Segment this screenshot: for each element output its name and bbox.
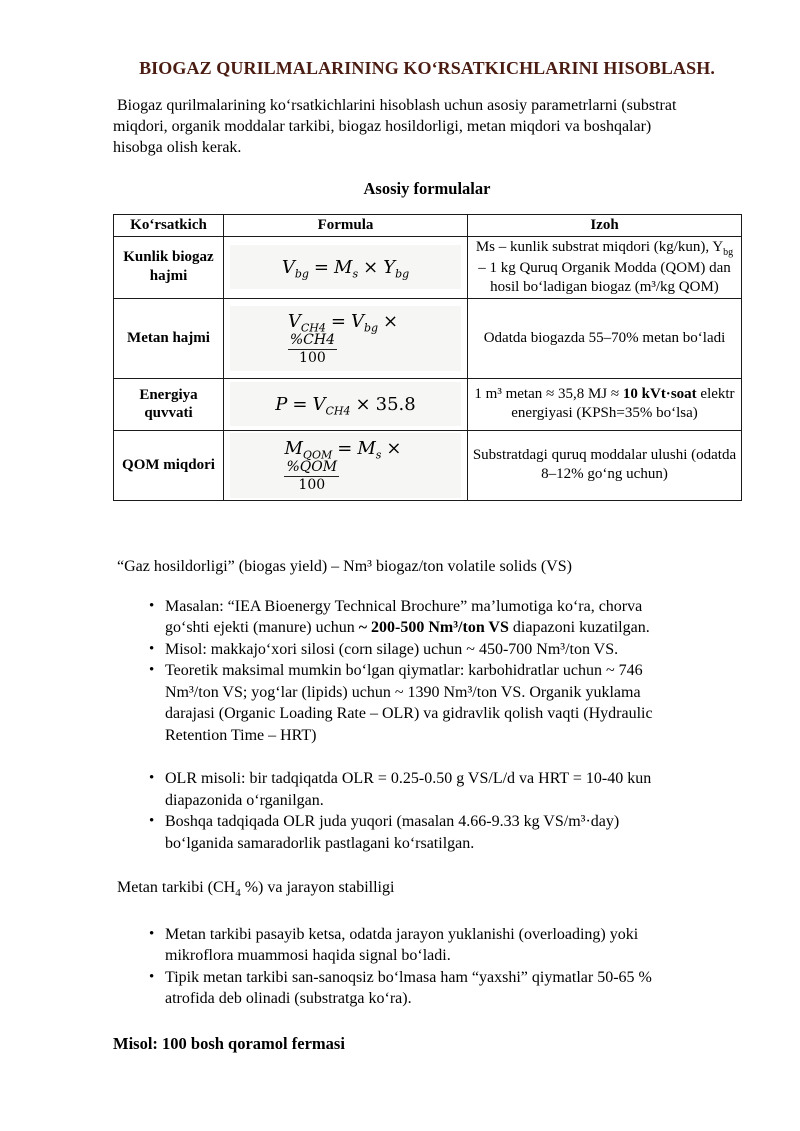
row-label: Metan hajmi (114, 298, 224, 378)
row-label: Kunlik biogaz hajmi (114, 236, 224, 298)
list-item: • Metan tarkibi pasayib ketsa, odatda jarayon yuklanishi (overloading) yoki mikroflora muammosi haqida signal bo‘ladi. (165, 924, 688, 967)
formula-daily-biogas: $V_{bg} = M_s \times Y_{bg}$ (281, 256, 410, 281)
formula-cell (224, 430, 468, 500)
table-row (114, 378, 742, 430)
olr-bullet-list (113, 768, 688, 854)
formula-cell (224, 378, 468, 430)
table-row (114, 236, 742, 298)
note-cell: Odatda biogazda 55–70% metan bo‘ladi (468, 298, 742, 378)
header-formula: Formula (224, 214, 468, 236)
header-izoh: Izoh (468, 214, 742, 236)
formula-cell (224, 298, 468, 378)
list-item: • OLR misoli: bir tadqiqatda OLR = 0.25-0.50 g VS/L/d va HRT = 10-40 kun diapazonida o‘rganilgan. (165, 768, 688, 811)
yield-bullet-list (113, 596, 688, 747)
intro-paragraph: Biogaz qurilmalarining ko‘rsatkichlarini hisoblash uchun asosiy parametrlarni (substrat miqdori, organik moddalar tarkibi, biogaz hosildorligi, metan miqdori va boshqalar) hisobga olish kerak. (113, 96, 677, 156)
note-cell: Substratdagi quruq moddalar ulushi (odatda 8–12% go‘ng uchun) (468, 430, 742, 500)
methane-content-heading: Metan tarkibi ($CH_4$ %) va jarayon stabilligi (117, 879, 395, 900)
list-item: • Teoretik maksimal mumkin bo‘lgan qiymatlar: karbohidratlar uchun ~ 746 Nm³/ton VS; yog‘lar (lipids) uchun ~ 1390 Nm³/ton VS. Organik yuklama darajasi (Organic Loading Rate – OLR) va gidravlik qolish vaqti (Hydraulic Retention Time – HRT) (165, 660, 688, 746)
document-content (113, 57, 741, 1054)
row-label: QOM miqdori (114, 430, 224, 500)
formula-image (230, 433, 461, 497)
note-cell: 1 m³ metan ≈ 35,8 MJ ≈ 10 kVt·soat elektr energiyasi (KPSh=35% bo‘lsa) (468, 378, 742, 430)
example-heading: Misol: 100 bosh qoramol fermasi (113, 1033, 345, 1053)
formula-qom-amount: $M_{QOM} = M_s$ × $\frac{\text{\%QOM}}{100}$ (284, 438, 402, 493)
gas-yield-line: “Gaz hosildorligi” (biogas yield) – Nm³ biogaz/ton volatile solids (VS) (117, 557, 572, 575)
methane-bullet-list (113, 924, 688, 1010)
table-header-row (114, 214, 742, 236)
formula-cell (224, 236, 468, 298)
list-item: • Tipik metan tarkibi san-sanoqsiz bo‘lmasa ham “yaxshi” qiymatlar 50-65 % atrofida deb olinadi (substratga ko‘ra). (165, 967, 688, 1010)
formula-image (230, 245, 461, 289)
note-cell: Ms – kunlik substrat miqdori (kg/kun), $Y_{bg} - 1$ kg Quruq Organik Modda (QOM) dan hosil bo‘ladigan biogaz (m³/kg QOM) (468, 236, 742, 298)
formula-image (230, 382, 461, 426)
row-label: Energiya quvvati (114, 378, 224, 430)
section-title: Asosiy formulalar (363, 178, 491, 198)
formula-methane-volume: $V_{CH4} = V_{bg}$ × $\frac{\%CH4}{100}$ (287, 311, 399, 366)
formula-energy-power: $P = V_{CH4} \times 35.8$ (275, 393, 416, 418)
page-title: BIOGAZ QURILMALARINING KO‘RSATKICHLARINI HISOBLASH. (139, 58, 715, 78)
list-item: • Boshqa tadqiqada OLR juda yuqori (masalan 4.66-9.33 kg VS/m³·day) bo‘lganida samaradorlik pastlagani ko‘rsatilgan. (165, 811, 688, 854)
list-item: • Masalan: “IEA Bioenergy Technical Brochure” ma’lumotiga ko‘ra, chorva go‘shti ejekti (manure) uchun ~ 200-500 Nm³/ton VS diapazoni kuzatilgan. (165, 596, 688, 639)
header-korsatkich: Ko‘rsatkich (114, 214, 224, 236)
formula-image (230, 306, 461, 370)
list-item: • Misol: makkajo‘xori silosi (corn silage) uchun ~ 450-700 Nm³/ton VS. (165, 639, 688, 661)
formulas-table (113, 214, 742, 501)
table-row (114, 298, 742, 378)
table-row (114, 430, 742, 500)
